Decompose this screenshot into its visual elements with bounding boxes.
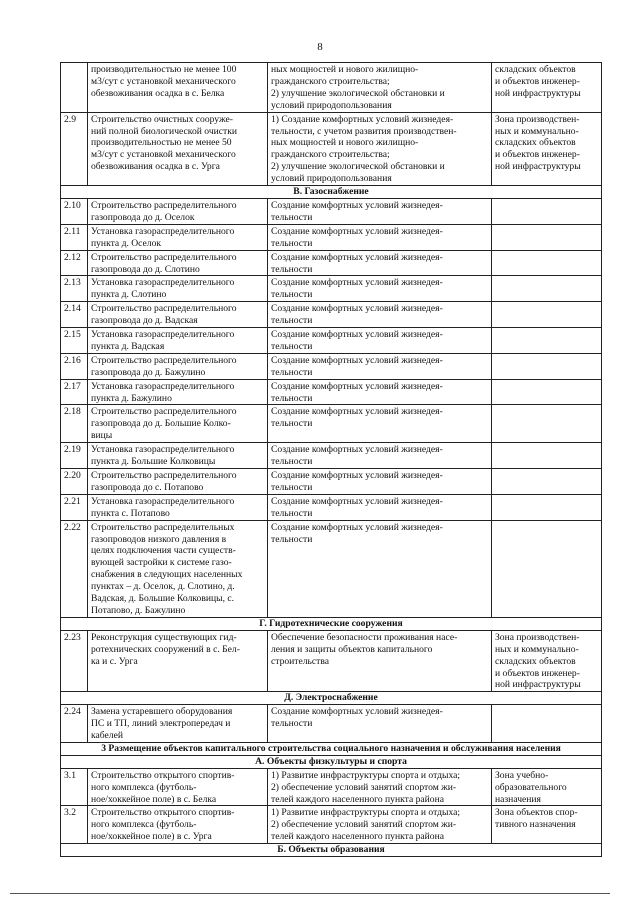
purpose-cell-line: 2) улучшение экологической обстановки и	[271, 87, 445, 99]
table-row	[61, 705, 602, 743]
objects-table	[60, 62, 602, 857]
zone-cell	[492, 494, 602, 520]
object-cell-line: ного комплекса (футболь-	[91, 781, 197, 793]
object-cell-line: Замена устаревшего оборудования	[91, 706, 233, 718]
object-cell-line: производительностью не менее 100	[91, 64, 237, 75]
object-cell	[88, 198, 268, 224]
object-cell-line: целях подключения части существ-	[91, 545, 236, 557]
object-cell-line: Строительство открытого спортив-	[91, 769, 235, 781]
object-cell-line: Установка газораспределительного	[91, 277, 235, 289]
zone-cell-line: Зона учебно-	[495, 769, 549, 781]
purpose-cell-line: Создание комфортных условий жизнедея-	[271, 470, 443, 481]
object-cell	[88, 250, 268, 276]
purpose-cell-line: тельности	[271, 211, 313, 223]
row-number: 2.13	[61, 276, 88, 302]
zone-cell-line: назначения	[495, 793, 541, 805]
purpose-cell-line: Создание комфортных условий жизнедея-	[271, 303, 443, 315]
table-row	[61, 112, 602, 185]
bottom-rule	[10, 893, 610, 894]
object-cell	[88, 630, 268, 692]
zone-cell	[492, 302, 602, 328]
object-cell-line: кабелей	[91, 730, 123, 742]
zone-cell	[492, 520, 602, 617]
section-heading: 3 Размещение объектов капитального строительства социального назначения и обслуживания населения	[61, 742, 602, 755]
section-heading: А. Объекты физкультуры и спорта	[61, 755, 602, 768]
purpose-cell	[268, 276, 492, 302]
table-row	[61, 469, 602, 495]
object-cell-line: газопровода до д. Бажулино	[91, 366, 206, 378]
row-number: 2.15	[61, 328, 88, 354]
purpose-cell-line: Создание комфортных условий жизнедея-	[271, 521, 443, 533]
object-cell	[88, 276, 268, 302]
purpose-cell-line: Создание комфортных условий жизнедея-	[271, 444, 443, 456]
table-row	[61, 276, 602, 302]
table-row	[61, 224, 602, 250]
zone-cell	[492, 276, 602, 302]
object-cell-line: газопровода до д. Большие Колко-	[91, 418, 231, 430]
zone-cell	[492, 328, 602, 354]
zone-cell	[492, 379, 602, 405]
purpose-cell-line: Обеспечение безопасности проживания насе-	[271, 631, 458, 643]
zone-cell-line: образовательного	[495, 781, 567, 793]
section-heading: Д. Электроснабжение	[61, 692, 602, 705]
object-cell	[88, 302, 268, 328]
zone-cell-line: складских объектов	[495, 64, 576, 75]
purpose-cell-line: гражданского строительства;	[271, 149, 390, 161]
object-cell-line: ний полной биологической очистки	[91, 125, 238, 137]
object-cell	[88, 520, 268, 617]
section-heading: В. Газоснабжение	[61, 186, 602, 199]
row-number: 2.9	[61, 112, 88, 185]
table-row	[61, 630, 602, 692]
table-row	[61, 379, 602, 405]
object-cell-line: ное/хоккейное поле) в с. Белка	[91, 793, 217, 805]
purpose-cell	[268, 768, 492, 806]
row-number: 2.24	[61, 705, 88, 743]
object-cell	[88, 768, 268, 806]
table-row	[61, 250, 602, 276]
object-cell-line: Строительство распределительного	[91, 199, 237, 211]
zone-cell-line: и объектов инженер-	[495, 75, 580, 87]
section-row	[61, 692, 602, 705]
purpose-cell	[268, 405, 492, 443]
row-number: 2.10	[61, 198, 88, 224]
object-cell-line: Строительство распределительных	[91, 521, 235, 533]
object-cell-line: Строительство очистных сооруже-	[91, 113, 233, 125]
zone-cell-line: и объектов инженер-	[495, 667, 580, 679]
row-number: 2.19	[61, 443, 88, 469]
purpose-cell	[268, 705, 492, 743]
section-row	[61, 742, 602, 755]
table-row	[61, 302, 602, 328]
purpose-cell-line: 1) Развитие инфраструктуры спорта и отдыха;	[271, 769, 461, 781]
object-cell	[88, 405, 268, 443]
purpose-cell-line: ных мощностей и нового жилищно-	[271, 64, 419, 75]
row-number: 2.11	[61, 224, 88, 250]
object-cell-line: ного комплекса (футболь-	[91, 819, 197, 831]
object-cell-line: производительностью не менее 50	[91, 137, 232, 149]
purpose-cell-line: строительства	[271, 655, 330, 667]
object-cell-line: пункта д. Вадская	[91, 340, 165, 352]
purpose-cell-line: тельности	[271, 456, 313, 468]
object-cell-line: снабжения в следующих населенных	[91, 569, 243, 581]
purpose-cell-line: тельности	[271, 237, 313, 249]
purpose-cell-line: телей каждого населенного пункта района	[271, 793, 444, 805]
object-cell-line: пункта д. Большие Колковицы	[91, 456, 216, 468]
table-row	[61, 768, 602, 806]
table-row	[61, 405, 602, 443]
purpose-cell-line: тельности	[271, 289, 313, 301]
purpose-cell-line: 1) Создание комфортных условий жизнедея-	[271, 113, 454, 125]
object-cell	[88, 494, 268, 520]
object-cell-line: Строительство распределительного	[91, 354, 237, 366]
purpose-cell-line: тельности	[271, 366, 313, 378]
object-cell-line: обезвоживания осадка в с. Урга	[91, 161, 220, 173]
object-cell-line: обезвоживания осадка в с. Белка	[91, 87, 225, 99]
object-cell-line: ное/хоккейное поле) в с. Урга	[91, 831, 212, 843]
zone-cell	[492, 405, 602, 443]
purpose-cell-line: Создание комфортных условий жизнедея-	[271, 199, 443, 211]
object-cell	[88, 353, 268, 379]
purpose-cell-line: тельности	[271, 340, 313, 352]
object-cell-line: Реконструкция существующих гид-	[91, 631, 237, 643]
object-cell-line: газопровода до д. Вадская	[91, 315, 198, 327]
object-cell-line: м3/сут с установкой механического	[91, 75, 236, 87]
purpose-cell	[268, 224, 492, 250]
object-cell	[88, 379, 268, 405]
purpose-cell-line: условий природопользования	[271, 173, 392, 185]
zone-cell-line: ных и коммунально-	[495, 643, 579, 655]
purpose-cell-line: 2) обеспечение условий занятий спортом жи-	[271, 781, 457, 793]
object-cell-line: Потапово, д. Бажулино	[91, 604, 186, 616]
zone-cell-line: ных и коммунально-	[495, 125, 579, 137]
object-cell-line: пункта с. Потапово	[91, 507, 170, 519]
purpose-cell-line: Создание комфортных условий жизнедея-	[271, 406, 443, 418]
purpose-cell-line: тельности	[271, 315, 313, 327]
purpose-cell	[268, 520, 492, 617]
page-number: 8	[317, 41, 323, 53]
purpose-cell	[268, 494, 492, 520]
zone-cell	[492, 705, 602, 743]
purpose-cell-line: Создание комфортных условий жизнедея-	[271, 380, 443, 392]
object-cell-line: м3/сут с установкой механического	[91, 149, 236, 161]
object-cell	[88, 705, 268, 743]
row-number: 2.14	[61, 302, 88, 328]
section-row	[61, 755, 602, 768]
zone-cell	[492, 198, 602, 224]
purpose-cell	[268, 630, 492, 692]
object-cell-line: Установка газораспределительного	[91, 380, 235, 392]
purpose-cell-line: Создание комфортных условий жизнедея-	[271, 251, 443, 263]
object-cell	[88, 469, 268, 495]
object-cell-line: пунктах – д. Оселок, д. Слотино, д.	[91, 581, 235, 593]
object-cell-line: Строительство открытого спортив-	[91, 807, 235, 819]
purpose-cell-line: Создание комфортных условий жизнедея-	[271, 277, 443, 289]
zone-cell	[492, 443, 602, 469]
purpose-cell-line: 2) обеспечение условий занятий спортом жи-	[271, 819, 457, 831]
object-cell-line: вицы	[91, 430, 113, 442]
object-cell-line: газопровода до д. Оселок	[91, 211, 195, 223]
object-cell-line: ПС и ТП, линий электропередач и	[91, 718, 231, 730]
purpose-cell-line: тельности	[271, 392, 313, 404]
object-cell-line: ка и с. Урга	[91, 655, 138, 667]
row-number: 2.17	[61, 379, 88, 405]
table-row	[61, 198, 602, 224]
zone-cell	[492, 112, 602, 185]
section-row	[61, 844, 602, 857]
zone-cell	[492, 806, 602, 844]
object-cell	[88, 224, 268, 250]
purpose-cell	[268, 353, 492, 379]
object-cell-line: Строительство распределительного	[91, 470, 237, 481]
object-cell-line: пункта д. Оселок	[91, 237, 162, 249]
purpose-cell-line: Создание комфортных условий жизнедея-	[271, 495, 443, 507]
purpose-cell-line: телей каждого населенного пункта района	[271, 831, 444, 843]
purpose-cell-line: Создание комфортных условий жизнедея-	[271, 706, 443, 718]
zone-cell	[492, 768, 602, 806]
object-cell	[88, 63, 268, 113]
purpose-cell-line: тельности, с учетом развития производствен-	[271, 125, 457, 137]
purpose-cell-line: тельности	[271, 507, 313, 519]
purpose-cell	[268, 302, 492, 328]
object-cell-line: Установка газораспределительного	[91, 495, 235, 507]
purpose-cell-line: 2) улучшение экологической обстановки и	[271, 161, 445, 173]
zone-cell-line: Зона объектов спор-	[495, 807, 578, 819]
row-number	[61, 63, 88, 113]
purpose-cell-line: тельности	[271, 718, 313, 730]
object-cell-line: газопровода до д. Слотино	[91, 263, 200, 275]
table-row	[61, 353, 602, 379]
zone-cell-line: Зона производствен-	[495, 631, 580, 643]
zone-cell-line: складских объектов	[495, 655, 576, 667]
purpose-cell	[268, 328, 492, 354]
zone-cell-line: Зона производствен-	[495, 113, 580, 125]
object-cell	[88, 806, 268, 844]
purpose-cell	[268, 63, 492, 113]
purpose-cell-line: тельности	[271, 481, 313, 493]
row-number: 2.22	[61, 520, 88, 617]
zone-cell	[492, 630, 602, 692]
object-cell-line: Строительство распределительного	[91, 406, 237, 418]
object-cell-line: вующей застройки к системе газо-	[91, 557, 232, 569]
table-row	[61, 806, 602, 844]
purpose-cell-line: условий природопользования	[271, 99, 392, 111]
purpose-cell	[268, 198, 492, 224]
purpose-cell-line: тельности	[271, 263, 313, 275]
zone-cell	[492, 250, 602, 276]
purpose-cell-line: Создание комфортных условий жизнедея-	[271, 329, 443, 341]
object-cell-line: ротехнических сооружений в с. Бел-	[91, 643, 240, 655]
object-cell-line: пункта д. Бажулино	[91, 392, 172, 404]
purpose-cell-line: тельности	[271, 418, 313, 430]
zone-cell	[492, 63, 602, 113]
table-row	[61, 520, 602, 617]
object-cell	[88, 112, 268, 185]
table-row	[61, 494, 602, 520]
purpose-cell-line: Создание комфортных условий жизнедея-	[271, 354, 443, 366]
row-number: 2.23	[61, 630, 88, 692]
purpose-cell	[268, 379, 492, 405]
object-cell-line: Установка газораспределительного	[91, 329, 235, 341]
zone-cell	[492, 353, 602, 379]
table-row	[61, 63, 602, 113]
zone-cell-line: тивного назначения	[495, 819, 576, 831]
zone-cell-line: ной инфраструктуры	[495, 87, 581, 99]
section-heading: Г. Гидротехнические сооружения	[61, 617, 602, 630]
row-number: 2.21	[61, 494, 88, 520]
purpose-cell-line: ления и защиты объектов капитального	[271, 643, 433, 655]
object-cell-line: Вадская, д. Большие Колковицы, с.	[91, 593, 235, 605]
object-cell	[88, 443, 268, 469]
section-row	[61, 186, 602, 199]
row-number: 2.20	[61, 469, 88, 495]
table-row	[61, 443, 602, 469]
purpose-cell-line: Создание комфортных условий жизнедея-	[271, 225, 443, 237]
zone-cell	[492, 224, 602, 250]
purpose-cell-line: ных мощностей и нового жилищно-	[271, 137, 419, 149]
row-number: 2.18	[61, 405, 88, 443]
row-number: 2.12	[61, 250, 88, 276]
zone-cell-line: ной инфраструктуры	[495, 161, 581, 173]
zone-cell-line: и объектов инженер-	[495, 149, 580, 161]
object-cell-line: Строительство распределительного	[91, 251, 237, 263]
object-cell-line: Строительство распределительного	[91, 303, 237, 315]
object-cell-line: Установка газораспределительного	[91, 225, 235, 237]
row-number: 3.1	[61, 768, 88, 806]
zone-cell	[492, 469, 602, 495]
purpose-cell	[268, 443, 492, 469]
section-row	[61, 617, 602, 630]
purpose-cell-line: гражданского строительства;	[271, 75, 390, 87]
object-cell-line: газопровода до с. Потапово	[91, 481, 204, 493]
object-cell-line: газопроводов низкого давления в	[91, 533, 227, 545]
section-heading: Б. Объекты образования	[61, 844, 602, 857]
object-cell-line: пункта д. Слотино	[91, 289, 167, 301]
zone-cell-line: складских объектов	[495, 137, 576, 149]
purpose-cell-line: тельности	[271, 533, 313, 545]
purpose-cell-line: 1) Развитие инфраструктуры спорта и отдыха;	[271, 807, 461, 819]
row-number: 3.2	[61, 806, 88, 844]
purpose-cell	[268, 806, 492, 844]
zone-cell-line: ной инфраструктуры	[495, 679, 581, 691]
table-row	[61, 328, 602, 354]
purpose-cell	[268, 250, 492, 276]
purpose-cell	[268, 469, 492, 495]
object-cell	[88, 328, 268, 354]
object-cell-line: Установка газораспределительного	[91, 444, 235, 456]
row-number: 2.16	[61, 353, 88, 379]
purpose-cell	[268, 112, 492, 185]
